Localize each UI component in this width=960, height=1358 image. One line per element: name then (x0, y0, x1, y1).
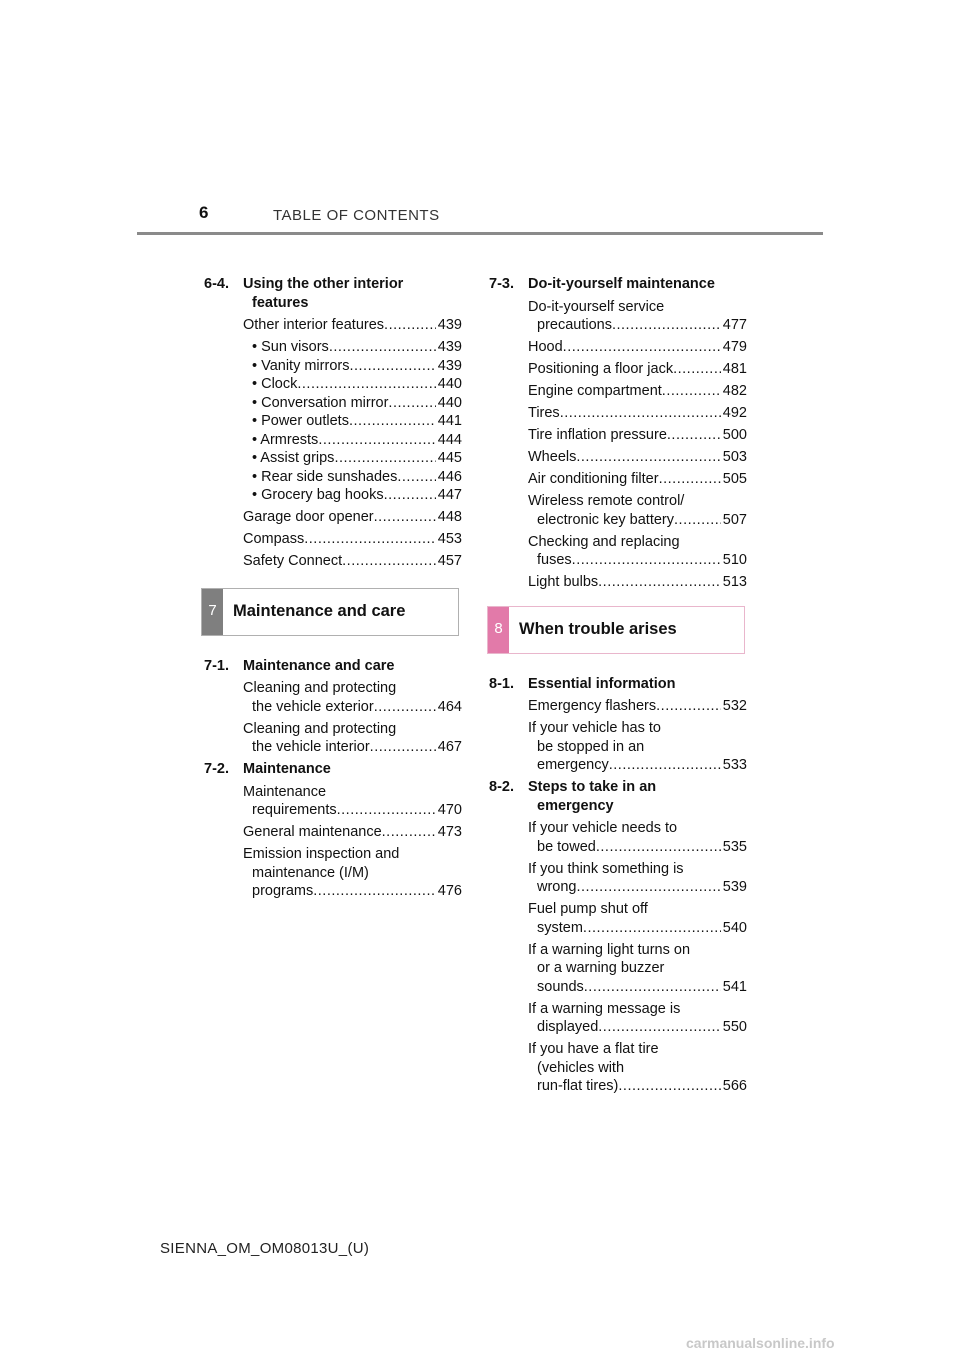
header-title: TABLE OF CONTENTS (273, 207, 440, 224)
section-7-2 (204, 760, 462, 779)
section-number: 8-2. (489, 779, 514, 795)
leader-dots (304, 530, 436, 549)
toc-entry-title: If your vehicle has to (528, 720, 661, 736)
toc-entry[interactable] (243, 530, 462, 549)
toc-entry[interactable] (528, 448, 747, 467)
chapter-8-banner[interactable] (487, 606, 745, 654)
leader-dots (612, 316, 721, 335)
leader-dots (673, 360, 721, 379)
section-number: 7-1. (204, 657, 229, 674)
leader-dots (388, 394, 435, 413)
page-ref: 541 (722, 978, 747, 995)
toc-entry-title: Hood (528, 339, 563, 355)
toc-entry[interactable] (252, 357, 462, 376)
toc-entry-title: Checking and replacing (528, 533, 680, 550)
toc-entry-title: If you have a flat tire (528, 1041, 659, 1057)
page-ref: 464 (437, 698, 462, 715)
toc-entry[interactable] (528, 573, 747, 592)
toc-entry-title: system (537, 919, 583, 936)
toc-entry[interactable] (528, 404, 747, 423)
toc-entry-title: Positioning a floor jack (528, 361, 674, 377)
toc-entry-title: sounds (537, 978, 584, 995)
page-header (0, 0, 960, 240)
toc-entry-title: the vehicle exterior (252, 698, 374, 715)
page-ref: 477 (722, 317, 747, 333)
page-ref: 473 (437, 824, 462, 840)
toc-entry-title: be towed (537, 838, 596, 855)
toc-entry[interactable] (528, 941, 747, 997)
entries-8-2 (489, 819, 747, 1096)
page-ref: 453 (437, 531, 462, 547)
page-ref: 439 (437, 357, 462, 374)
page-ref: 492 (722, 405, 747, 421)
leader-dots (618, 1077, 720, 1096)
page-ref: 550 (722, 1019, 747, 1035)
toc-entry[interactable] (528, 298, 747, 335)
leader-dots (374, 508, 436, 527)
toc-entry[interactable] (243, 508, 462, 527)
section-8-1 (489, 675, 747, 694)
leader-dots (656, 697, 721, 716)
document-id: SIENNA_OM_OM08013U_(U) (160, 1240, 370, 1257)
toc-entry-title: • Rear side sunshades (252, 468, 398, 485)
toc-entry[interactable] (528, 1000, 747, 1037)
toc-entry[interactable] (528, 860, 747, 897)
page-ref: 467 (437, 739, 462, 755)
leader-dots (576, 448, 720, 467)
section-title: Do-it-yourself maintenance (528, 276, 715, 292)
toc-entry-title: • Clock (252, 376, 298, 392)
toc-entry-title: • Vanity mirrors (252, 357, 350, 374)
toc-entry-title: wrong (537, 879, 577, 895)
page-ref: 505 (722, 471, 747, 487)
toc-entry-title: Other interior features (243, 317, 385, 333)
page-ref: 439 (437, 339, 462, 355)
header-rule (137, 232, 823, 235)
entries-8-1 (489, 697, 747, 775)
toc-entry-title: displayed (537, 1019, 599, 1035)
toc-entry-title: Do-it-yourself service (528, 298, 665, 315)
toc-entry[interactable] (528, 719, 747, 775)
leader-dots (337, 801, 436, 820)
page-ref: 457 (437, 553, 462, 569)
toc-entry[interactable] (528, 819, 747, 856)
page-ref: 532 (722, 698, 747, 714)
page-ref: 513 (722, 574, 747, 590)
toc-entry[interactable] (252, 431, 462, 450)
section-number: 6-4. (204, 276, 229, 292)
toc-entry-title: General maintenance (243, 824, 382, 840)
page-ref: 444 (437, 431, 462, 448)
toc-entry[interactable] (528, 360, 747, 379)
toc-entry-title: • Grocery bag hooks (252, 487, 384, 503)
section-7-3 (489, 275, 747, 294)
toc-entry[interactable] (243, 679, 462, 716)
entries-7-3 (489, 298, 747, 592)
toc-entry[interactable] (528, 1040, 747, 1096)
toc-entry-title: the vehicle interior (252, 739, 370, 755)
section-title: Essential information (528, 675, 676, 692)
toc-entry-title: precautions (537, 317, 612, 333)
toc-left-column (204, 275, 462, 904)
leader-dots (318, 431, 435, 450)
section-6-4 (204, 275, 462, 312)
leader-dots (384, 316, 436, 335)
toc-entry[interactable] (252, 394, 462, 413)
entries-7-1 (204, 679, 462, 757)
toc-entry-title: Emergency flashers (528, 698, 657, 714)
leader-dots (334, 449, 435, 468)
page-ref: 448 (437, 509, 462, 525)
toc-entry[interactable] (528, 338, 747, 357)
toc-entry[interactable] (243, 845, 462, 901)
toc-entry-title: (vehicles with (537, 1059, 625, 1076)
leader-dots (560, 404, 721, 423)
leader-dots (563, 338, 721, 357)
toc-entry-title: Compass (243, 531, 305, 547)
toc-entry[interactable] (243, 552, 462, 571)
page-ref: 566 (722, 1078, 747, 1094)
toc-entry-title: Safety Connect (243, 553, 343, 569)
toc-entry[interactable] (528, 470, 747, 489)
page-ref: 482 (722, 383, 747, 399)
page-ref: 535 (722, 838, 747, 855)
leader-dots (370, 738, 436, 757)
leader-dots (598, 1018, 721, 1037)
toc-entry[interactable] (252, 375, 462, 394)
leader-dots (584, 978, 721, 997)
leader-dots (349, 357, 435, 376)
leader-dots (382, 823, 436, 842)
section-number: 8-1. (489, 675, 514, 692)
page-ref: 447 (437, 487, 462, 503)
toc-entry-title: fuses (537, 552, 572, 568)
chapter-label: When trouble arises (519, 620, 677, 639)
toc-entry-title: • Sun visors (252, 339, 329, 355)
toc-entry-title: Engine compartment (528, 383, 662, 399)
section-7-1 (204, 657, 462, 676)
section-8-2 (489, 778, 747, 815)
toc-entry-title: If a warning light turns on (528, 941, 691, 958)
toc-entry[interactable] (528, 426, 747, 445)
page-ref: 445 (437, 450, 462, 466)
leader-dots (342, 552, 436, 571)
toc-entry-title: maintenance (I/M) (252, 864, 369, 881)
toc-entry-title: Fuel pump shut off (528, 901, 648, 917)
toc-entry-title: requirements (252, 802, 337, 818)
toc-entry-title: Emission inspection and (243, 846, 400, 862)
toc-entry-title: • Conversation mirror (252, 394, 389, 411)
chapter-label: Maintenance and care (233, 602, 406, 621)
page-ref: 500 (722, 427, 747, 443)
page-ref: 481 (722, 361, 747, 377)
entries-7-2 (204, 783, 462, 901)
toc-entry-title: be stopped in an (537, 738, 645, 755)
toc-entry-title: or a warning buzzer (537, 960, 665, 976)
toc-entry[interactable] (252, 449, 462, 468)
toc-entry-title: Tire inflation pressure (528, 427, 667, 443)
toc-entry[interactable] (528, 697, 747, 716)
entries-6-4 (204, 316, 462, 571)
toc-entry[interactable] (528, 492, 747, 529)
toc-entry[interactable] (252, 468, 462, 487)
toc-entry-title: Cleaning and protecting (243, 680, 397, 696)
section-number: 7-3. (489, 276, 514, 292)
toc-entry-title: run-flat tires) (537, 1078, 619, 1094)
toc-entry[interactable] (528, 382, 747, 401)
leader-dots (674, 511, 721, 530)
leader-dots (667, 426, 721, 445)
section-title: Using the other interior features (243, 276, 404, 311)
leader-dots (572, 551, 721, 570)
leader-dots (659, 470, 721, 489)
toc-entry[interactable] (528, 533, 747, 570)
toc-entry-title: Wireless remote control/ (528, 493, 685, 509)
toc-entry[interactable] (243, 316, 462, 335)
toc-right-column (489, 275, 747, 1099)
page-ref: 439 (437, 317, 462, 333)
toc-entry[interactable] (243, 783, 462, 820)
toc-entry-title: Light bulbs (528, 574, 599, 590)
section-title: Steps to take in an emergency (528, 779, 657, 814)
toc-entry-title: If you think something is (528, 860, 684, 877)
toc-entry-title: Garage door opener (243, 509, 374, 525)
toc-entry-title: • Armrests (252, 431, 319, 448)
leader-dots (329, 338, 436, 357)
leader-dots (374, 698, 436, 717)
toc-entry[interactable] (243, 823, 462, 842)
leader-dots (397, 468, 435, 487)
toc-entry-title: Tires (528, 405, 560, 421)
toc-entry-title: If a warning message is (528, 1000, 681, 1017)
toc-entry-title: Maintenance (243, 783, 327, 800)
leader-dots (662, 382, 721, 401)
page-ref: 507 (722, 511, 747, 528)
page-ref: 440 (437, 394, 462, 411)
page-ref: 479 (722, 339, 747, 355)
leader-dots (609, 756, 721, 775)
toc-entry[interactable] (252, 412, 462, 431)
toc-entry-title: emergency (537, 757, 609, 773)
section-title: Maintenance and care (243, 657, 395, 674)
chapter-7-banner[interactable] (201, 588, 459, 636)
toc-entry-title: If your vehicle needs to (528, 820, 678, 836)
toc-entry-title: electronic key battery (537, 511, 675, 528)
page-ref: 540 (722, 919, 747, 936)
section-number: 7-2. (204, 761, 229, 777)
chapter-number: 8 (488, 607, 509, 653)
page-ref: 470 (437, 802, 462, 818)
section-title: Maintenance (243, 761, 331, 777)
leader-dots (384, 486, 436, 505)
toc-entry[interactable] (243, 720, 462, 757)
page-ref: 510 (722, 552, 747, 568)
toc-entry[interactable] (252, 338, 462, 357)
toc-entry-title: programs (252, 883, 314, 899)
watermark: carmanualsonline.info (686, 1335, 835, 1351)
leader-dots (313, 882, 436, 901)
toc-entry-title: Air conditioning filter (528, 471, 659, 487)
chapter-number: 7 (202, 589, 223, 635)
leader-dots (349, 412, 436, 431)
toc-entry-title: • Assist grips (252, 450, 335, 466)
leader-dots (297, 375, 435, 394)
page-ref: 440 (437, 376, 462, 392)
toc-entry[interactable] (252, 486, 462, 505)
page-ref: 441 (437, 413, 462, 429)
leader-dots (598, 573, 721, 592)
toc-entry[interactable] (528, 900, 747, 937)
page-ref: 446 (437, 468, 462, 485)
leader-dots (577, 878, 721, 897)
leader-dots (596, 838, 721, 857)
page-ref: 539 (722, 879, 747, 895)
toc-entry-title: Cleaning and protecting (243, 720, 397, 737)
leader-dots (583, 919, 721, 938)
page-ref: 533 (722, 757, 747, 773)
toc-entry-title: Wheels (528, 449, 577, 465)
page-ref: 476 (437, 883, 462, 899)
toc-entry-title: • Power outlets (252, 413, 349, 429)
page-number: 6 (199, 203, 209, 222)
page-ref: 503 (722, 449, 747, 465)
